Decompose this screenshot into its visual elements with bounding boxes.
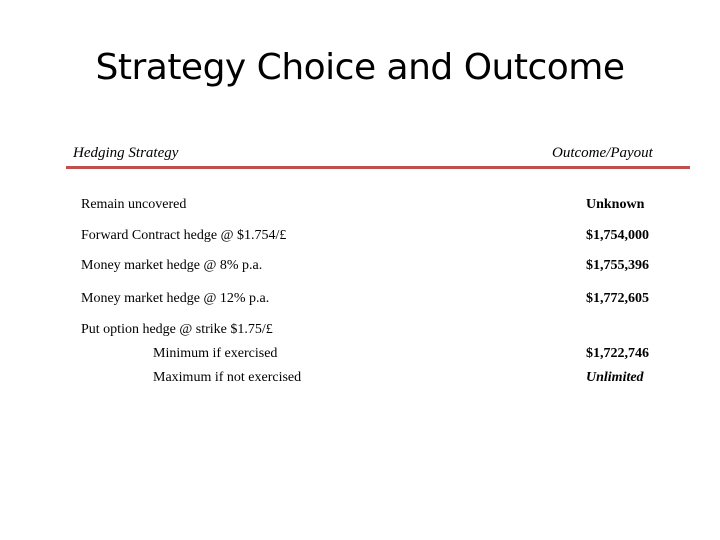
outcome-money-market-8: $1,755,396 <box>586 258 649 273</box>
outcome-column-header: Outcome/Payout <box>552 145 653 161</box>
slide-title: Strategy Choice and Outcome <box>95 47 625 88</box>
strategy-put-maximum: Maximum if not exercised <box>153 370 302 385</box>
strategy-money-market-8: Money market hedge @ 8% p.a. <box>81 258 263 273</box>
header-rule <box>66 166 690 169</box>
strategy-put-minimum: Minimum if exercised <box>153 346 278 361</box>
outcome-forward-contract: $1,754,000 <box>586 228 649 243</box>
strategy-column-header: Hedging Strategy <box>73 145 179 161</box>
outcome-put-maximum: Unlimited <box>586 370 644 385</box>
outcome-remain-uncovered: Unknown <box>586 197 645 212</box>
outcome-put-minimum: $1,722,746 <box>586 346 649 361</box>
strategy-put-option: Put option hedge @ strike $1.75/£ <box>81 322 273 337</box>
strategy-forward-contract: Forward Contract hedge @ $1.754/£ <box>81 228 287 243</box>
strategy-money-market-12: Money market hedge @ 12% p.a. <box>81 291 270 306</box>
outcome-money-market-12: $1,772,605 <box>586 291 649 306</box>
strategy-remain-uncovered: Remain uncovered <box>81 197 187 212</box>
